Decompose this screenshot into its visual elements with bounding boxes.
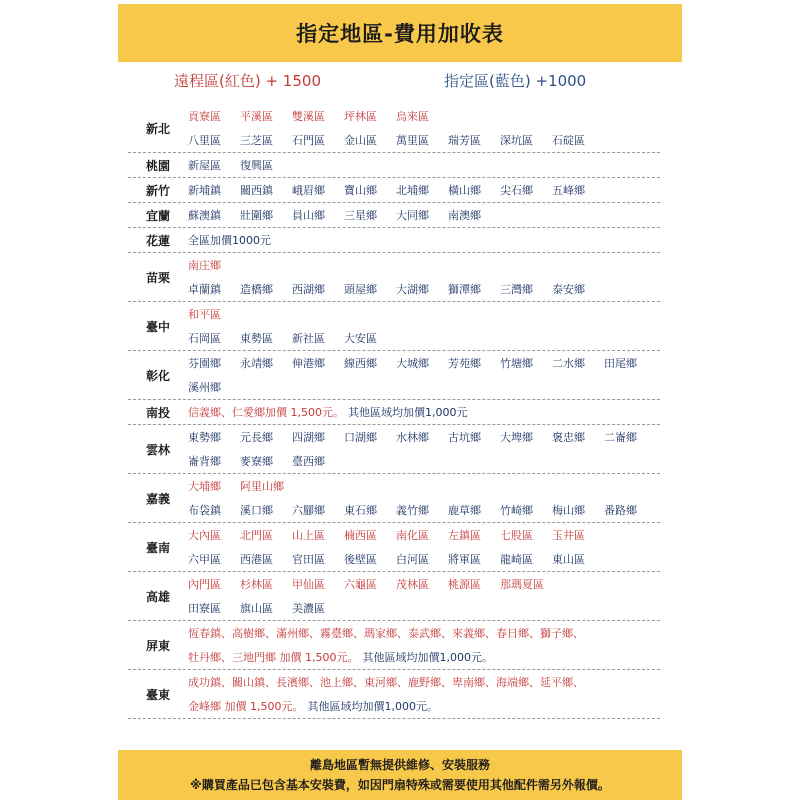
- district-lines: [188, 400, 660, 424]
- district-line: [188, 253, 660, 277]
- district-item: 七股區: [500, 529, 533, 542]
- district-item: 內門區: [188, 578, 221, 591]
- region-row: [128, 302, 660, 351]
- district-item: 口湖鄉: [344, 431, 377, 444]
- district-item: 蘇澳鎮: [188, 209, 221, 222]
- page-title: 指定地區-費用加收表: [296, 22, 504, 46]
- district-item: 溪州鄉: [188, 381, 221, 394]
- district-item: 旗山區: [240, 602, 273, 615]
- district-item: 北門區: [240, 529, 273, 542]
- region-name: 高雄: [145, 589, 170, 604]
- district-item: 竹崎鄉: [500, 504, 533, 517]
- region-row: [128, 523, 660, 572]
- region-row: [128, 621, 660, 670]
- district-item: 義竹鄉: [396, 504, 429, 517]
- district-item: 官田區: [292, 553, 325, 566]
- district-item: 大安區: [344, 332, 377, 345]
- region-row: [128, 572, 660, 621]
- district-item: 玉井區: [552, 529, 585, 542]
- district-item: 坪林區: [344, 110, 377, 123]
- district-lines: [188, 621, 660, 669]
- region-name: 臺南: [145, 540, 170, 555]
- region-name: 臺東: [145, 687, 170, 702]
- district-item: 四湖鄉: [292, 431, 325, 444]
- district-item: 三灣鄉: [500, 283, 533, 296]
- district-item: 美濃區: [292, 602, 325, 615]
- district-item: 大城鄉: [396, 357, 429, 370]
- region-row: [128, 153, 660, 178]
- district-item: 金山區: [344, 134, 377, 147]
- district-item: 石門區: [292, 134, 325, 147]
- district-line: [188, 621, 660, 645]
- district-item: 楠西區: [344, 529, 377, 542]
- region-row: [128, 203, 660, 228]
- region-name: 桃園: [145, 158, 170, 173]
- district-item: 崙背鄉: [188, 455, 221, 468]
- region-name: 彰化: [145, 368, 170, 383]
- district-item: 二水鄉: [552, 357, 585, 370]
- remote-fee-text: 牡丹鄉、三地門鄉 加價 1,500元。: [188, 651, 359, 664]
- region-row: [128, 178, 660, 203]
- district-line: [188, 228, 660, 252]
- district-item: 深坑區: [500, 134, 533, 147]
- district-item: 獅潭鄉: [448, 283, 481, 296]
- district-item: 芬園鄉: [188, 357, 221, 370]
- district-item: 大埤鄉: [500, 431, 533, 444]
- district-item: 鹿草鄉: [448, 504, 481, 517]
- district-line: [188, 351, 660, 375]
- district-line: [188, 449, 660, 473]
- district-item: 阿里山鄉: [240, 480, 284, 493]
- district-item: 桃源區: [448, 578, 481, 591]
- district-item: 北埔鄉: [396, 184, 429, 197]
- region-row: [128, 425, 660, 474]
- district-item: 元長鄉: [240, 431, 273, 444]
- legend-designated-zone: 指定區(藍色) +1000: [444, 72, 587, 90]
- district-line: [188, 104, 660, 128]
- district-line: [188, 474, 660, 498]
- region-name: 新竹: [145, 183, 170, 198]
- district-item: 雙溪區: [292, 110, 325, 123]
- district-item: 三芝區: [240, 134, 273, 147]
- district-item: 八里區: [188, 134, 221, 147]
- designated-fee-text: 其他區域均加價1,000元: [348, 406, 468, 419]
- district-item: 新埔鎮: [188, 184, 221, 197]
- district-item: 萬里區: [396, 134, 429, 147]
- district-item: 杉林區: [240, 578, 273, 591]
- district-item: 大湖鄉: [396, 283, 429, 296]
- district-item: 大同鄉: [396, 209, 429, 222]
- right-margin: [682, 0, 800, 800]
- district-item: 六甲區: [188, 553, 221, 566]
- district-line: [188, 425, 660, 449]
- district-item: 大內區: [188, 529, 221, 542]
- district-item: 泰安鄉: [552, 283, 585, 296]
- district-lines: [188, 351, 660, 399]
- region-row: [128, 104, 660, 153]
- footer-banner: [118, 750, 682, 800]
- district-item: 六腳鄉: [292, 504, 325, 517]
- district-item: 二崙鄉: [604, 431, 637, 444]
- footer-notice: 離島地區暫無提供維修、安裝服務: [309, 758, 490, 772]
- district-item: 石碇區: [552, 134, 585, 147]
- district-item: 南庄鄉: [188, 259, 221, 272]
- district-item: 褒忠鄉: [552, 431, 585, 444]
- district-item: 甲仙區: [292, 578, 325, 591]
- district-item: 卓蘭鎮: [188, 283, 221, 296]
- district-item: 造橋鄉: [240, 283, 273, 296]
- district-item: 竹塘鄉: [500, 357, 533, 370]
- district-item: 六龜區: [344, 578, 377, 591]
- district-line: [188, 547, 660, 571]
- district-line: [188, 302, 660, 326]
- region-name: 屏東: [145, 638, 170, 653]
- district-line: [188, 694, 660, 718]
- district-item: 五峰鄉: [552, 184, 585, 197]
- district-item: 伸港鄉: [292, 357, 325, 370]
- district-lines: [188, 572, 660, 620]
- designated-fee-text: 其他區域均加價1,000元。: [307, 700, 438, 713]
- fee-table-page: [118, 0, 682, 800]
- region-name: 苗栗: [145, 270, 170, 285]
- district-item: 橫山鄉: [448, 184, 481, 197]
- district-lines: [188, 474, 660, 522]
- district-item: 西港區: [240, 553, 273, 566]
- district-line: [188, 178, 660, 202]
- district-text: 成功鎮、關山鎮、長濱鄉、池上鄉、東河鄉、鹿野鄉、卑南鄉、海端鄉、延平鄉、: [188, 676, 584, 689]
- district-lines: [188, 178, 660, 202]
- district-lines: [188, 203, 660, 227]
- designated-fee-text: 其他區域均加價1,000元。: [362, 651, 493, 664]
- district-line: [188, 153, 660, 177]
- district-line: [188, 670, 660, 694]
- district-item: 梅山鄉: [552, 504, 585, 517]
- district-item: 東山區: [552, 553, 585, 566]
- district-item: 後壁區: [344, 553, 377, 566]
- district-item: 復興區: [240, 159, 273, 172]
- district-item: 古坑鄉: [448, 431, 481, 444]
- district-item: 左鎮區: [448, 529, 481, 542]
- district-item: 茂林區: [396, 578, 429, 591]
- header-banner: [118, 4, 682, 62]
- district-line: [188, 523, 660, 547]
- remote-fee-text: 金峰鄉 加價 1,500元。: [188, 700, 304, 713]
- footer-note: ※購買產品已包含基本安裝費，如因門扇特殊或需要使用其他配件需另外報價。: [190, 778, 610, 792]
- legend-remote-zone: 遠程區(紅色) + 1500: [174, 72, 321, 90]
- district-item: 平溪區: [240, 110, 273, 123]
- region-name: 新北: [145, 121, 170, 136]
- district-item: 田寮區: [188, 602, 221, 615]
- district-item: 新社區: [292, 332, 325, 345]
- district-item: 田尾鄉: [604, 357, 637, 370]
- district-lines: [188, 253, 660, 301]
- region-row: [128, 253, 660, 302]
- remote-fee-text: 信義鄉、仁愛鄉加價 1,500元。: [188, 406, 344, 419]
- region-row: [128, 400, 660, 425]
- district-item: 石岡區: [188, 332, 221, 345]
- district-item: 水林鄉: [396, 431, 429, 444]
- district-lines: [188, 104, 660, 152]
- district-item: 南化區: [396, 529, 429, 542]
- district-item: 頭屋鄉: [344, 283, 377, 296]
- region-name: 臺中: [145, 319, 170, 334]
- district-line: [188, 645, 660, 669]
- district-item: 大埔鄉: [188, 480, 221, 493]
- region-row: [128, 474, 660, 523]
- district-line: [188, 277, 660, 301]
- fee-table: [128, 104, 660, 719]
- district-lines: [188, 670, 660, 718]
- district-item: 白河區: [396, 553, 429, 566]
- district-item: 龍崎區: [500, 553, 533, 566]
- district-item: 南澳鄉: [448, 209, 481, 222]
- district-item: 關西鎮: [240, 184, 273, 197]
- region-name: 雲林: [145, 442, 170, 457]
- district-item: 烏來區: [396, 110, 429, 123]
- district-item: 員山鄉: [292, 209, 325, 222]
- district-line: [188, 375, 660, 399]
- district-item: 和平區: [188, 308, 221, 321]
- region-name: 南投: [145, 405, 170, 420]
- district-item: 東勢鄉: [188, 431, 221, 444]
- legend: [118, 70, 682, 92]
- left-margin: [0, 0, 118, 800]
- district-item: 寶山鄉: [344, 184, 377, 197]
- region-name: 花蓮: [145, 233, 170, 248]
- region-name: 宜蘭: [145, 208, 170, 223]
- district-lines: [188, 153, 660, 177]
- district-item: 東勢區: [240, 332, 273, 345]
- district-item: 瑞芳區: [448, 134, 481, 147]
- district-lines: [188, 228, 660, 252]
- district-item: 將軍區: [448, 553, 481, 566]
- district-text: 恆春鎮、高樹鄉、滿州鄉、霧臺鄉、瑪家鄉、泰武鄉、來義鄉、春日鄉、獅子鄉、: [188, 627, 584, 640]
- region-row: [128, 670, 660, 719]
- district-lines: [188, 523, 660, 571]
- district-line: [188, 572, 660, 596]
- district-item: 臺西鄉: [292, 455, 325, 468]
- district-item: 新屋區: [188, 159, 221, 172]
- district-lines: [188, 302, 660, 350]
- region-row: [128, 228, 660, 253]
- region-row: [128, 351, 660, 400]
- district-line: [188, 596, 660, 620]
- district-item: 線西鄉: [344, 357, 377, 370]
- region-name: 嘉義: [145, 491, 170, 506]
- district-line: [188, 128, 660, 152]
- district-item: 尖石鄉: [500, 184, 533, 197]
- district-text: 全區加價1000元: [188, 234, 271, 247]
- district-item: 麥寮鄉: [240, 455, 273, 468]
- district-item: 那瑪夏區: [500, 578, 544, 591]
- district-item: 布袋鎮: [188, 504, 221, 517]
- district-item: 東石鄉: [344, 504, 377, 517]
- district-item: 壯圍鄉: [240, 209, 273, 222]
- district-item: 芳苑鄉: [448, 357, 481, 370]
- district-line: [188, 203, 660, 227]
- district-line: [188, 498, 660, 522]
- district-item: 三星鄉: [344, 209, 377, 222]
- district-item: 永靖鄉: [240, 357, 273, 370]
- district-item: 西湖鄉: [292, 283, 325, 296]
- district-item: 番路鄉: [604, 504, 637, 517]
- district-line: [188, 400, 660, 424]
- district-line: [188, 326, 660, 350]
- district-item: 溪口鄉: [240, 504, 273, 517]
- district-item: 峨眉鄉: [292, 184, 325, 197]
- district-item: 山上區: [292, 529, 325, 542]
- district-item: 貢寮區: [188, 110, 221, 123]
- district-lines: [188, 425, 660, 473]
